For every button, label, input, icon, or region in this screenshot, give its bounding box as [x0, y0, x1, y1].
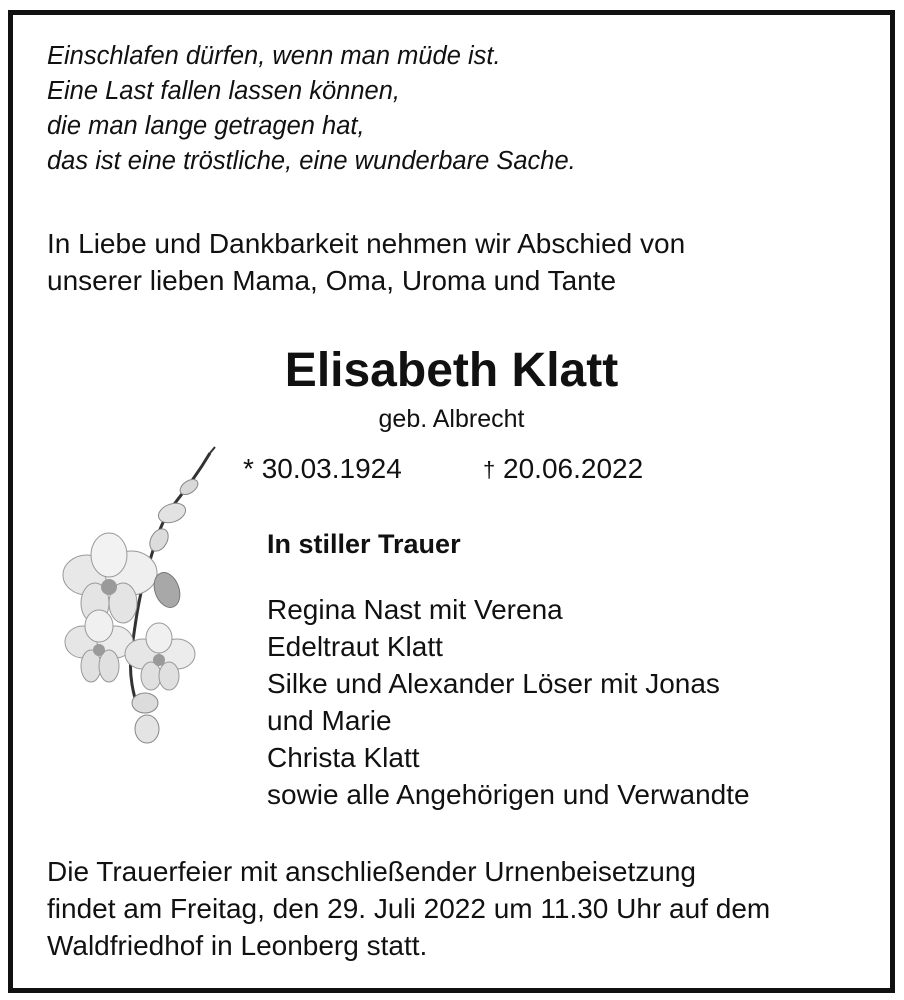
service-line: Waldfriedhof in Leonberg statt. [47, 930, 428, 961]
mourner-line: Edeltraut Klatt [267, 631, 443, 662]
service-notice [47, 853, 770, 964]
service-line: findet am Freitag, den 29. Juli 2022 um 11.30 Uhr auf dem [47, 893, 771, 924]
mourners-list [267, 591, 750, 813]
mourner-line: und Marie [267, 705, 392, 736]
obituary-frame [8, 10, 895, 993]
mourner-line: Silke und Alexander Löser mit Jonas [267, 668, 720, 699]
poem-line: die man lange getragen hat, [47, 112, 365, 140]
birth-date-value: 30.03.1924 [261, 453, 402, 484]
poem-line: Einschlafen dürfen, wenn man müde ist. [47, 42, 501, 70]
service-line: Die Trauerfeier mit anschließender Urnenbeisetzung [47, 856, 696, 887]
mourner-line: Christa Klatt [267, 742, 420, 773]
poem [47, 39, 576, 179]
birth-date [243, 453, 402, 485]
poem-line: Eine Last fallen lassen können, [47, 77, 400, 105]
mourner-line: sowie alle Angehörigen und Verwandte [267, 779, 750, 810]
death-cross-icon: † [483, 457, 496, 482]
intro-text [47, 225, 685, 299]
maiden-name: geb. Albrecht [378, 405, 525, 433]
intro-line: In Liebe und Dankbarkeit nehmen wir Abschied von [47, 228, 686, 259]
mourner-line: Regina Nast mit Verena [267, 594, 563, 625]
deceased-name: Elisabeth Klatt [284, 344, 619, 397]
poem-line: das ist eine tröstliche, eine wunderbare Sache. [47, 147, 576, 175]
death-date [483, 453, 643, 485]
orchid-branch-icon [47, 445, 227, 750]
intro-line: unserer lieben Mama, Oma, Uroma und Tante [47, 265, 617, 296]
mourners-title: In stiller Trauer [267, 529, 461, 559]
birth-symbol: * [243, 453, 254, 484]
death-date-value: 20.06.2022 [503, 453, 644, 484]
